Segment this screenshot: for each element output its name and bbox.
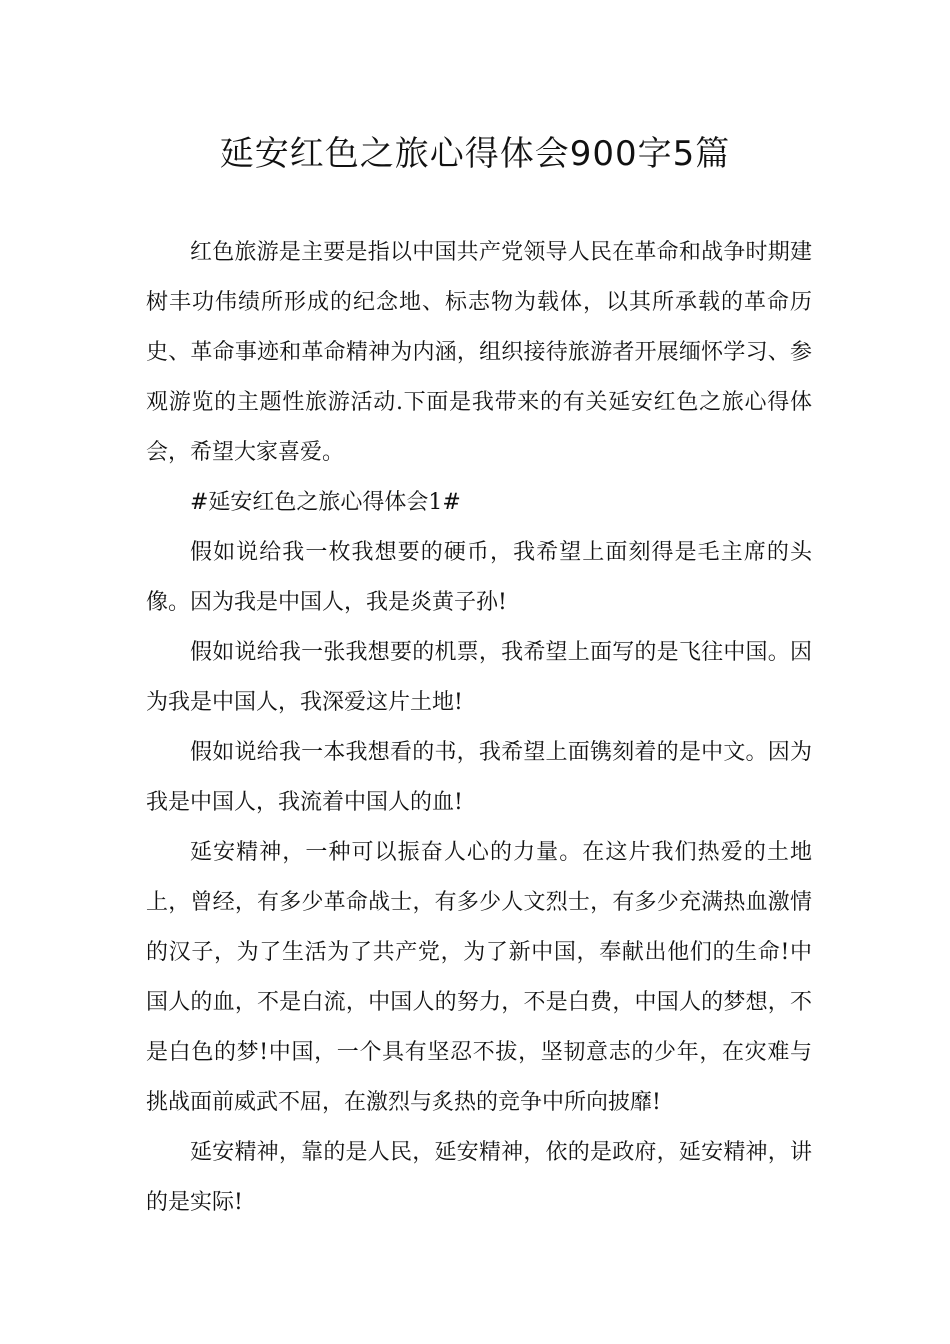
document-body [146, 228, 812, 1228]
document-title: 延安红色之旅心得体会900字5篇 [219, 134, 731, 174]
paragraph-book: 假如说给我一本我想看的书，我希望上面镌刻着的是中文。因为我是中国人，我流着中国人的血! [146, 740, 812, 815]
paragraph-intro: 红色旅游是主要是指以中国共产党领导人民在革命和战争时期建树丰功伟绩所形成的纪念地、标志物为载体，以其所承载的革命历史、革命事迹和革命精神为内涵，组织接待旅游者开展缅怀学习、参观游览的主题性旅游活动.下面是我带来的有关延安红色之旅心得体会，希望大家喜爱。 [146, 240, 812, 465]
paragraph-yanan-spirit: 延安精神，一种可以振奋人心的力量。在这片我们热爱的土地上，曾经，有多少革命战士，有多少人文烈士，有多少充满热血激情的汉子，为了生活为了共产党，为了新中国，奉献出他们的生命!中国人的血，不是白流，中国人的努力，不是白费，中国人的梦想，不是白色的梦!中国，一个具有坚忍不拔，坚韧意志的少年，在灾难与挑战面前威武不屈，在激烈与炙热的竞争中所向披靡! [146, 840, 812, 1115]
paragraph-ticket: 假如说给我一张我想要的机票，我希望上面写的是飞往中国。因为我是中国人，我深爱这片土地! [146, 640, 812, 715]
paragraph-closing: 延安精神，靠的是人民，延安精神，依的是政府，延安精神，讲的是实际! [146, 1140, 812, 1215]
section-heading-1: #延安红色之旅心得体会1# [190, 490, 461, 515]
paragraph-coin: 假如说给我一枚我想要的硬币，我希望上面刻得是毛主席的头像。因为我是中国人，我是炎黄子孙! [146, 540, 812, 615]
